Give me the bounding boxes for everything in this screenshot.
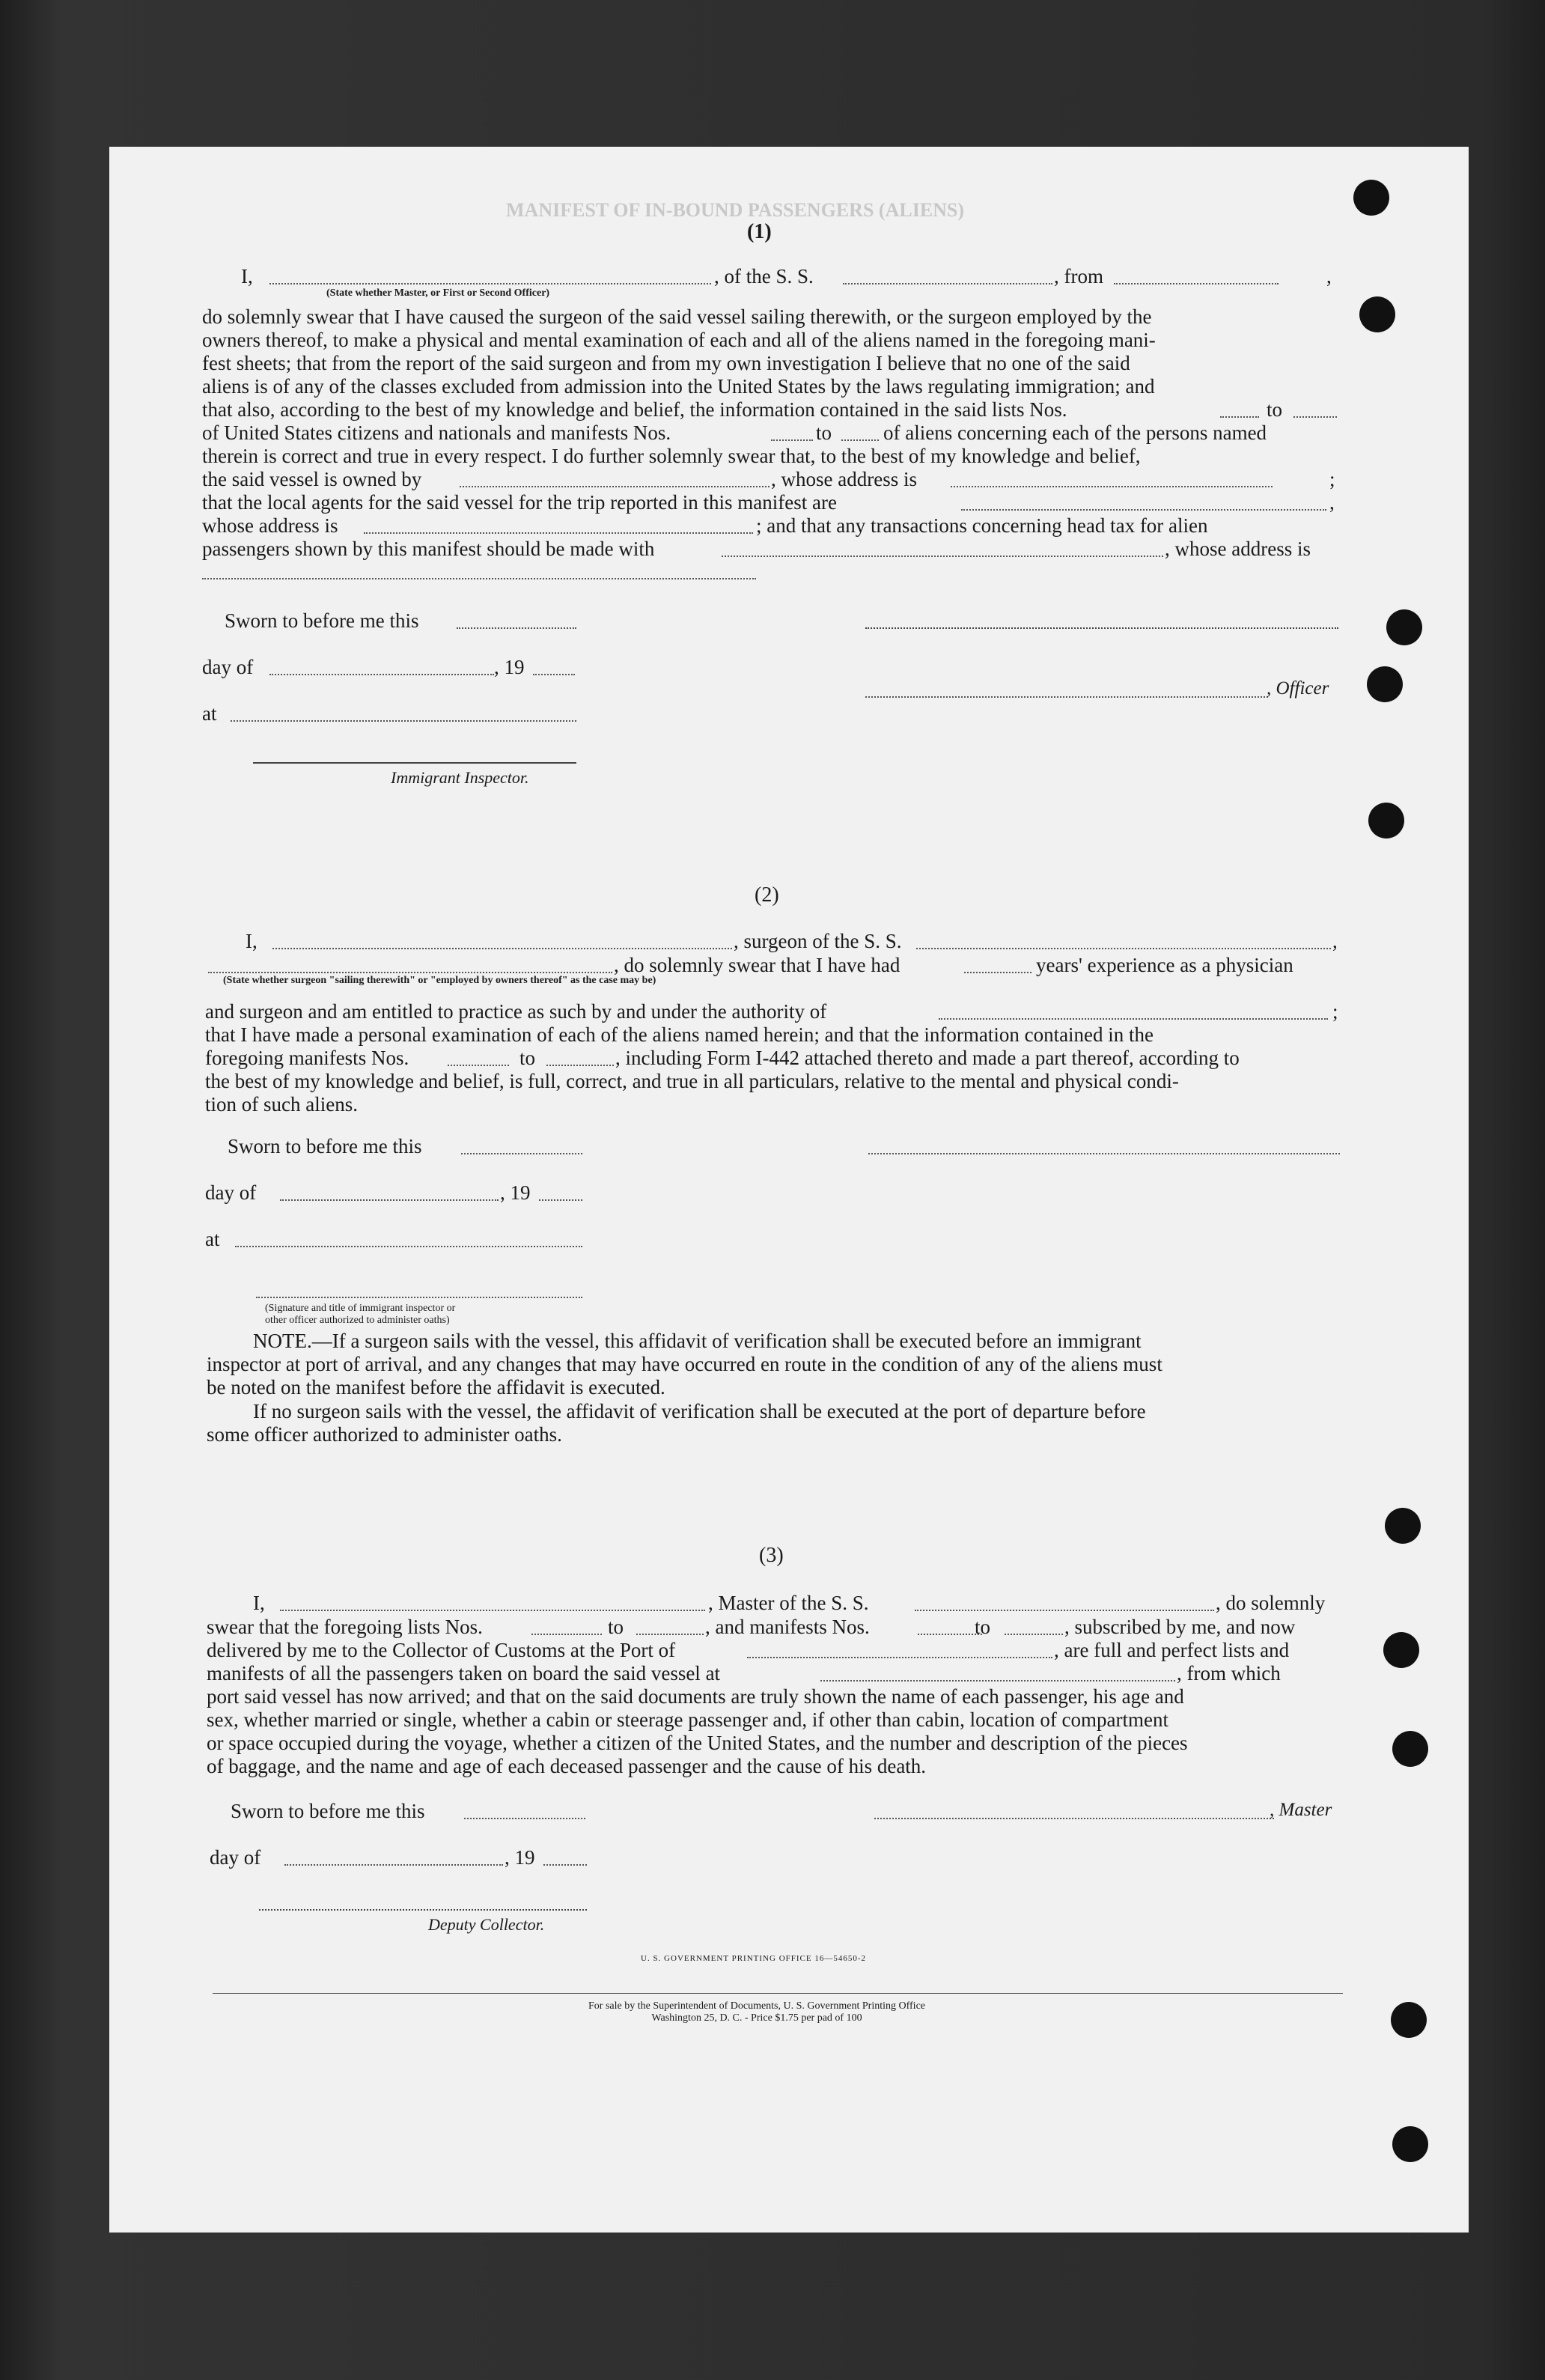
s1-lists-to: to (1267, 398, 1283, 421)
s1-officer-signature-top[interactable] (865, 627, 1338, 629)
s2-manifests-text: foregoing manifests Nos. (205, 1047, 409, 1069)
s2-year-field[interactable] (539, 1199, 582, 1201)
s3-lists-to-field[interactable] (636, 1634, 704, 1635)
s3-line1-i: I, (253, 1592, 265, 1614)
footer-sale-notice (514, 2000, 1000, 2024)
s1-at-field[interactable] (231, 720, 576, 722)
s1-agents-end: , (1329, 491, 1335, 514)
s2-note2-line-1: If no surgeon sails with the vessel, the affidavit of verification shall be executed at the port of departure before (253, 1400, 1146, 1422)
s1-inspector-label: Immigrant Inspector. (391, 768, 529, 787)
section-1-number: (1) (747, 220, 772, 243)
s2-note-2 (207, 1400, 1340, 1446)
s1-owned-addr: , whose address is (771, 468, 917, 490)
s3-day-label: day of (210, 1846, 261, 1869)
s3-body-line-1: port said vessel has now arrived; and that on the said documents are truly shown the name of each passenger, his age and (207, 1685, 1184, 1708)
s2-aliens-text: tion of such aliens. (205, 1093, 358, 1116)
s2-note2-line-2: some officer authorized to administer oaths. (207, 1423, 562, 1446)
s3-collector-signature-field[interactable] (259, 1909, 587, 1911)
s2-year-label: , 19 (500, 1181, 531, 1204)
s1-address-end: ; and that any transactions concerning head tax for alien (756, 514, 1208, 537)
s1-passengers-end: , whose address is (1165, 538, 1311, 560)
s1-lists-text: that also, according to the best of my knowledge and belief, the information contained in the said lists Nos. (202, 398, 1067, 421)
s1-citizens-from-field[interactable] (771, 439, 813, 441)
s2-authority-text: and surgeon and am entitled to practice as such by and under the authority of (205, 1000, 827, 1023)
s2-note-line-3: be noted on the manifest before the affidavit is executed. (207, 1376, 665, 1399)
footer-sale-line-1: For sale by the Superintendent of Documents, U. S. Government Printing Office (588, 2000, 925, 2012)
s1-headtax-field[interactable] (722, 556, 1163, 557)
s3-body-line-4: of baggage, and the name and age of each deceased passenger and the cause of his death. (207, 1755, 927, 1777)
s3-line1-master: , Master of the S. S. (708, 1592, 869, 1614)
s2-day-label: day of (205, 1181, 257, 1204)
bleed-through-title: MANIFEST OF IN-BOUND PASSENGERS (ALIENS) (506, 199, 965, 221)
footer-rule (213, 1993, 1343, 1994)
binding-hole-10 (1392, 2126, 1428, 2162)
s1-caption: (State whether Master, or First or Second Officer) (326, 287, 550, 299)
s3-port-field[interactable] (747, 1657, 1052, 1658)
s3-body-line-2: sex, whether married or single, whether a cabin or steerage passenger and, if other than cabin, location of compartment (207, 1708, 1169, 1731)
s1-officer-label: , Officer (1267, 678, 1329, 699)
binding-hole-4 (1367, 666, 1403, 702)
s1-sworn-field[interactable] (457, 627, 576, 629)
gpo-imprint: U. S. GOVERNMENT PRINTING OFFICE 16—54650-2 (641, 1954, 867, 1963)
s3-line4-text: manifests of all the passengers taken on board the said vessel at (207, 1662, 721, 1684)
s1-line1-of: , of the S. S. (714, 265, 814, 287)
s1-address-text: whose address is (202, 514, 338, 537)
s1-body (202, 305, 1338, 398)
footer-sale-line-2: Washington 25, D. C. - Price $1.75 per pad of 100 (651, 2012, 862, 2024)
s1-officer-field[interactable] (269, 283, 711, 284)
s2-surgeon-name-field[interactable] (272, 948, 732, 949)
s2-line2-swear: , do solemnly swear that I have had (614, 954, 901, 976)
s2-sworn-field[interactable] (461, 1153, 582, 1154)
s1-year-label: , 19 (494, 656, 525, 678)
s2-signature-caption-1: (Signature and title of immigrant inspector or (265, 1303, 456, 1314)
s3-ship-field[interactable] (915, 1610, 1214, 1611)
s1-citizens-text: of United States citizens and nationals and manifests Nos. (202, 421, 671, 444)
binding-hole-9 (1391, 2002, 1427, 2038)
s1-sworn-label: Sworn to before me this (225, 609, 419, 632)
s2-caption: (State whether surgeon "sailing therewith" or "employed by owners thereof" as the case may be) (223, 975, 656, 986)
s1-headtax-address-field[interactable] (202, 578, 756, 579)
s3-line2-to: to (608, 1616, 624, 1638)
s3-line2-manifests: , and manifests Nos. (705, 1616, 870, 1638)
s3-line4-end: , from which (1177, 1662, 1281, 1684)
s1-ship-field[interactable] (843, 283, 1052, 284)
s3-master-label: , Master (1270, 1800, 1332, 1820)
s2-sworn-label: Sworn to before me this (228, 1135, 422, 1157)
s3-line2-to2: to (975, 1616, 991, 1638)
binding-hole-5 (1368, 803, 1404, 839)
s1-year-field[interactable] (533, 674, 575, 675)
s2-note (207, 1330, 1340, 1399)
s1-line1-i: I, (241, 265, 253, 287)
s1-officer-signature-field[interactable] (865, 696, 1268, 698)
s2-note-line-2: inspector at port of arrival, and any changes that may have occurred en route in the condition of any of the aliens must (207, 1353, 1162, 1375)
s1-body-line-3: fest sheets; that from the report of the said surgeon and from my own investigation I believe that no one of the said (202, 352, 1130, 374)
s1-citizens-end: of aliens concerning each of the persons named (883, 421, 1267, 444)
s1-body-line-4: aliens is of any of the classes excluded from admission into the United States by the laws regulating immigration; and (202, 375, 1155, 398)
s2-line1-i: I, (246, 930, 258, 952)
s1-lists-to-field[interactable] (1293, 416, 1337, 418)
s2-surgeon-signature-field[interactable] (868, 1153, 1340, 1154)
s3-embark-field[interactable] (820, 1680, 1175, 1681)
s1-owned-text: the said vessel is owned by (202, 468, 422, 490)
section-3-number: (3) (759, 1544, 784, 1567)
s1-agents-address-field[interactable] (364, 532, 753, 534)
s1-body-line-1: do solemnly swear that I have caused the surgeon of the said vessel sailing therewith, or the surgeon employed by the (202, 305, 1152, 328)
s2-manifests-end: , including Form I-442 attached thereto and made a part thereof, according to (615, 1047, 1240, 1069)
s1-owner-field[interactable] (460, 486, 770, 487)
binding-hole-8 (1392, 1731, 1428, 1767)
s1-from-field[interactable] (1114, 283, 1279, 284)
s2-examination-text: that I have made a personal examination of each of the aliens named herein; and that the information contained in the (205, 1023, 1154, 1046)
s3-year-label: , 19 (505, 1846, 535, 1869)
s2-line1-end: , (1332, 930, 1338, 952)
s1-agents-field[interactable] (961, 509, 1326, 511)
s3-line3-end: , are full and perfect lists and (1054, 1639, 1290, 1661)
s3-manifests-from-field[interactable] (918, 1634, 982, 1635)
s1-owned-end: ; (1329, 468, 1335, 490)
s3-line2-swear: swear that the foregoing lists Nos. (207, 1616, 483, 1638)
binding-hole-6 (1385, 1508, 1421, 1544)
binding-hole-3 (1386, 609, 1422, 645)
s2-authority-field[interactable] (939, 1018, 1328, 1020)
binding-hole-1 (1353, 180, 1389, 216)
s1-owner-address-field[interactable] (951, 486, 1273, 487)
s3-line3-text: delivered by me to the Collector of Customs at the Port of (207, 1639, 676, 1661)
s2-authority-end: ; (1332, 1000, 1338, 1023)
s1-day-field[interactable] (269, 674, 494, 675)
s1-passengers-text: passengers shown by this manifest should be made with (202, 538, 655, 560)
binding-hole-7 (1383, 1632, 1419, 1668)
s3-body-line-3: or space occupied during the voyage, whether a citizen of the United States, and the number and description of the pieces (207, 1732, 1188, 1754)
s2-signature-caption-2: other officer authorized to administer oaths) (265, 1315, 450, 1326)
s1-body-line-2: owners thereof, to make a physical and mental examination of each and all of the aliens named in the foregoing mani- (202, 329, 1156, 351)
s2-manifests-from-field[interactable] (448, 1065, 509, 1066)
s2-line1-surgeon: , surgeon of the S. S. (734, 930, 902, 952)
s1-at-label: at (202, 702, 217, 725)
s1-line1-end: , (1326, 265, 1332, 287)
document-page (109, 147, 1469, 2233)
s1-citizens-to: to (816, 421, 832, 444)
s2-at-field[interactable] (235, 1246, 582, 1247)
s3-master-signature-field[interactable] (874, 1818, 1274, 1819)
s3-lists-from-field[interactable] (531, 1634, 602, 1635)
s3-sworn-field[interactable] (464, 1818, 585, 1819)
s3-body (207, 1685, 1340, 1778)
s1-correct-text: therein is correct and true in every respect. I do further solemnly swear that, to the best of my knowledge and belief, (202, 445, 1141, 467)
s2-line2-years: years' experience as a physician (1036, 954, 1293, 976)
s2-ship-field[interactable] (916, 948, 1331, 949)
s3-sworn-label: Sworn to before me this (231, 1800, 425, 1822)
s1-lists-from-field[interactable] (1220, 416, 1259, 418)
s2-manifests-to: to (519, 1047, 536, 1069)
s3-manifests-to-field[interactable] (1005, 1634, 1063, 1635)
s3-master-name-field[interactable] (280, 1610, 705, 1611)
s1-citizens-to-field[interactable] (841, 439, 879, 441)
s2-status-field[interactable] (208, 972, 612, 973)
s1-inspector-signature-field[interactable] (253, 762, 576, 764)
s1-line1-from: , from (1054, 265, 1103, 287)
section-2-number: (2) (755, 883, 779, 907)
s3-day-field[interactable] (284, 1864, 503, 1866)
s2-years-field[interactable] (964, 972, 1031, 973)
s3-collector-label: Deputy Collector. (428, 1915, 545, 1934)
s2-best-text: the best of my knowledge and belief, is full, correct, and true in all particulars, relative to the mental and physical condi- (205, 1070, 1179, 1092)
s3-line1-end: , do solemnly (1216, 1592, 1326, 1614)
s2-note-line-1: NOTE.—If a surgeon sails with the vessel, this affidavit of verification shall be executed before an immigrant (253, 1330, 1142, 1352)
s1-agents-text: that the local agents for the said vessel for the trip reported in this manifest are (202, 491, 837, 514)
s2-at-label: at (205, 1228, 220, 1250)
binding-hole-2 (1359, 296, 1395, 332)
s2-inspector-signature-field[interactable] (256, 1297, 582, 1298)
s3-line2-end: , subscribed by me, and now (1064, 1616, 1296, 1638)
s3-year-field[interactable] (543, 1864, 587, 1866)
s2-day-field[interactable] (280, 1199, 499, 1201)
s1-day-label: day of (202, 656, 254, 678)
s2-manifests-to-field[interactable] (546, 1065, 614, 1066)
